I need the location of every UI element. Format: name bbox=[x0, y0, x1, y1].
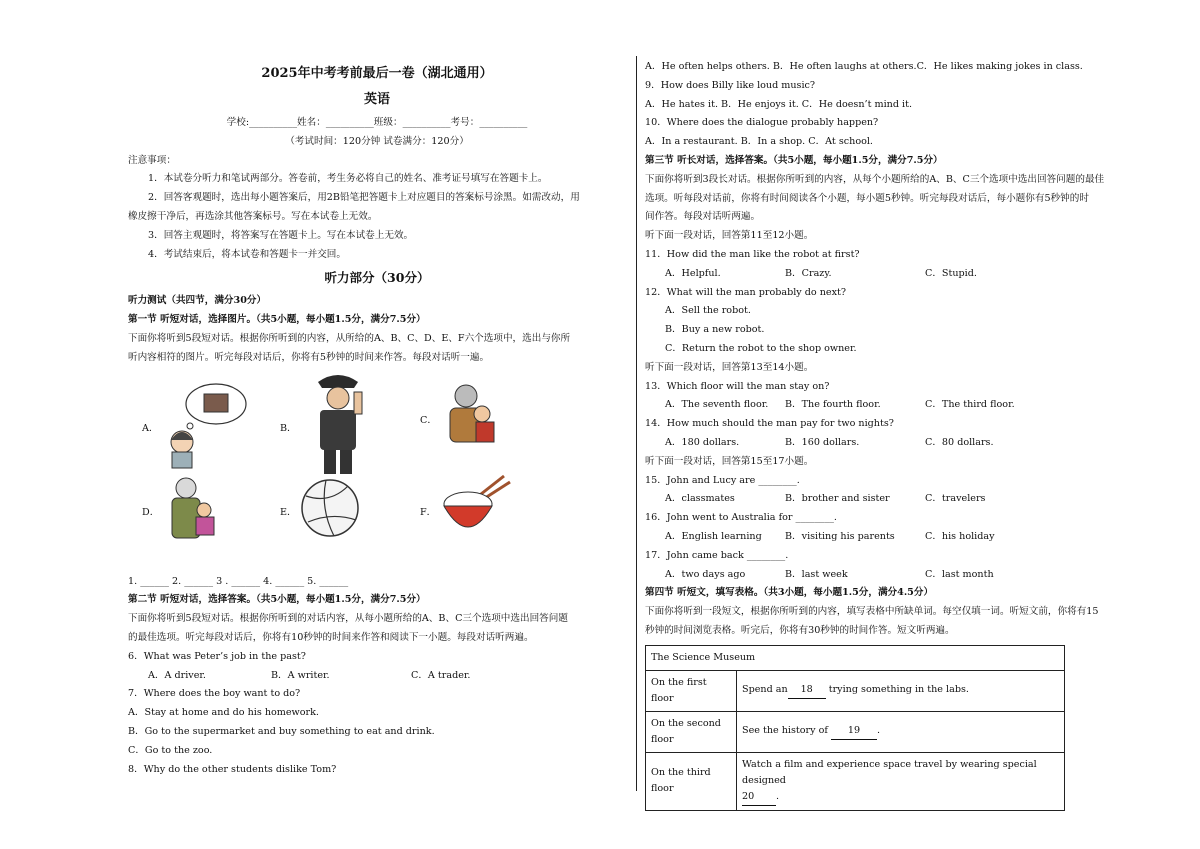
column-divider bbox=[636, 56, 637, 791]
picture-label: F． bbox=[420, 506, 437, 518]
notice-item: 2．回答客观题时，选出每小题答案后，用2B铅笔把答题卡上对应题目的答案标号涂黑。如需改动，用 bbox=[148, 192, 580, 204]
option: C．80 dollars. bbox=[925, 436, 994, 448]
question-17: 17．John came back ________. bbox=[645, 549, 789, 561]
question-12: 12．What will the man probably do next? bbox=[645, 286, 847, 298]
question-9-options: A．He hates it. B．He enjoys it. C．He doesn’t mind it. bbox=[645, 98, 912, 110]
option: B．Buy a new robot. bbox=[665, 324, 765, 336]
question-16-options bbox=[645, 528, 1145, 547]
answer-blank-18[interactable]: 18 bbox=[788, 682, 826, 699]
right-column bbox=[645, 58, 1145, 811]
option: C．last month bbox=[925, 568, 994, 580]
picture-label: E． bbox=[280, 506, 297, 518]
option: C．A trader. bbox=[411, 669, 471, 681]
floor-cell: On the first floor bbox=[646, 670, 737, 711]
table-row bbox=[646, 711, 1065, 752]
notice-heading: 注意事项： bbox=[128, 154, 176, 166]
exam-time-line: （考试时间：120分钟 试卷满分：120分） bbox=[285, 135, 469, 147]
option: C．The third floor. bbox=[925, 399, 1015, 411]
question-14-options bbox=[645, 434, 1145, 453]
question-7: 7．Where does the boy want to do? bbox=[128, 688, 301, 700]
notice-item: 3．回答主观题时，将答案写在答题卡上。写在本试卷上无效。 bbox=[148, 229, 414, 241]
content-cell bbox=[737, 670, 1065, 711]
content-pre: Watch a film and experience space travel by wearing special designed bbox=[742, 758, 1037, 786]
question-11: 11．How did the man like the robot at first? bbox=[645, 248, 860, 260]
part2-heading: 第二节 听短对话，选择答案。（共5小题，每小题1.5分，满分7.5分） bbox=[128, 594, 426, 606]
question-11-options bbox=[645, 265, 1145, 284]
content-post: trying something in the labs. bbox=[828, 684, 969, 696]
table-row bbox=[646, 752, 1065, 810]
police-officer-icon bbox=[298, 368, 378, 478]
table-title: The Science Museum bbox=[646, 645, 1065, 670]
part3-heading: 第三节 听长对话，选择答案。（共5小题，每小题1.5分，满分7.5分） bbox=[645, 154, 943, 166]
picture-option-e bbox=[266, 474, 396, 569]
part3-desc: 间作答。每段对话听两遍。 bbox=[645, 211, 761, 223]
option: C．travelers bbox=[925, 493, 986, 505]
question-10: 10．Where does the dialogue probably happen? bbox=[645, 117, 879, 129]
option: A．two days ago bbox=[665, 568, 746, 580]
option: B．Go to the supermarket and buy something to eat and drink. bbox=[128, 725, 435, 737]
picture-option-c bbox=[406, 378, 536, 473]
notice-item: 4．考试结束后，将本试卷和答题卡一并交回。 bbox=[148, 248, 346, 260]
dialogue-intro: 听下面一段对话，回答第15至17小题。 bbox=[645, 455, 814, 467]
content-pre: Spend an bbox=[742, 684, 788, 696]
option: C．Return the robot to the shop owner. bbox=[665, 342, 857, 354]
question-13-options bbox=[645, 396, 1145, 415]
option: A．Stay at home and do his homework. bbox=[128, 707, 319, 719]
question-16: 16．John went to Australia for ________. bbox=[645, 512, 837, 524]
option: A．A driver. bbox=[148, 669, 206, 681]
picture-option-f bbox=[406, 474, 536, 569]
part1-desc: 下面你将听到5段短对话。根据你所听到的内容，从所给的A、B、C、D、E、F六个选项中，选出与你所 bbox=[128, 332, 571, 344]
part4-heading: 第四节 听短文，填写表格。（共3小题，每小题1.5分，满分4.5分） bbox=[645, 587, 934, 599]
floor-cell: On the second floor bbox=[646, 711, 737, 752]
option: A．The seventh floor. bbox=[665, 399, 769, 411]
part4-desc: 下面你将听到一段短文，根据你所听到的内容，填写表格中所缺单词。每空仅填一词。听短文前，你将有15 bbox=[645, 606, 1099, 618]
question-10-options: A．In a restaurant. B．In a shop. C．At school. bbox=[645, 136, 873, 148]
student-info-line: 学校:__________姓名：__________班级：__________考号：__________ bbox=[226, 117, 528, 128]
dialogue-intro: 听下面一段对话，回答第11至12小题。 bbox=[645, 230, 814, 242]
listening-heading: 听力部分（30分） bbox=[324, 270, 430, 286]
answer-blank-19[interactable]: 19 bbox=[831, 723, 877, 740]
question-14: 14．How much should the man pay for two nights? bbox=[645, 418, 894, 430]
subject-title: 英语 bbox=[363, 92, 390, 107]
question-6-options bbox=[128, 667, 626, 686]
option: B．160 dollars. bbox=[785, 436, 860, 448]
part2-desc: 的最佳选项。听完每段对话后，你将有10秒钟的时间来作答和阅读下一小题。每段对话听两遍。 bbox=[128, 631, 534, 643]
picture-option-b bbox=[266, 368, 396, 463]
floor-cell: On the third floor bbox=[646, 752, 737, 810]
part3-desc: 选项。听每段对话前，你将有时间阅读各个小题，每小题5秒钟。听完每段对话后，每小题你有5秒钟的时 bbox=[645, 192, 1089, 204]
part2-desc: 下面你将听到5段短对话。根据你所听到的对话内容，从每小题所给的A、B、C三个选项中选出回答问题 bbox=[128, 613, 568, 625]
content-cell bbox=[737, 752, 1065, 810]
option: A．English learning bbox=[665, 530, 762, 542]
picture-label: C． bbox=[420, 414, 437, 426]
science-museum-table bbox=[645, 645, 1065, 811]
option: C．Stupid. bbox=[925, 267, 977, 279]
volleyball-icon bbox=[298, 474, 368, 544]
part1-heading: 第一节 听短对话，选择图片。（共5小题，每小题1.5分，满分7.5分） bbox=[128, 314, 426, 326]
question-15-options bbox=[645, 490, 1145, 509]
option: B．last week bbox=[785, 568, 848, 580]
picture-option-d bbox=[128, 474, 258, 569]
question-6: 6．What was Peter’s job in the past? bbox=[128, 650, 306, 662]
option: C．his holiday bbox=[925, 530, 995, 542]
option: A．classmates bbox=[665, 493, 735, 505]
content-pre: See the history of bbox=[742, 725, 828, 737]
option: A．Sell the robot. bbox=[665, 305, 751, 317]
question-9: 9．How does Billy like loud music? bbox=[645, 79, 816, 91]
notice-item: 橡皮擦干净后，再选涂其他答案标号。写在本试卷上无效。 bbox=[128, 210, 378, 222]
exam-title: 2025年中考考前最后一卷（湖北通用） bbox=[261, 66, 493, 81]
part3-desc: 下面你将听到3段长对话。根据你所听到的内容，从每个小题所给的A、B、C三个选项中选出回答问题的最佳 bbox=[645, 173, 1105, 185]
rice-bowl-icon bbox=[438, 474, 518, 544]
question-15: 15．John and Lucy are ________. bbox=[645, 474, 800, 486]
dialogue-intro: 听下面一段对话，回答第13至14小题。 bbox=[645, 361, 814, 373]
left-column bbox=[128, 58, 626, 779]
notice-item: 1．本试卷分听力和笔试两部分。答卷前，考生务必将自己的姓名、准考证号填写在答题卡上。 bbox=[148, 173, 548, 185]
girl-thinking-icon bbox=[160, 380, 250, 475]
picture-option-a bbox=[128, 380, 258, 475]
option: B．The fourth floor. bbox=[785, 399, 881, 411]
answer-blank-20[interactable]: 20 bbox=[742, 789, 776, 806]
option: A．Helpful. bbox=[665, 267, 721, 279]
table-row bbox=[646, 670, 1065, 711]
picture-label: A． bbox=[142, 422, 159, 434]
listening-subheading: 听力测试（共四节，满分30分） bbox=[128, 295, 267, 307]
picture-label: B． bbox=[280, 422, 297, 434]
grandma-hug-icon bbox=[438, 378, 508, 453]
option: B．brother and sister bbox=[785, 493, 890, 505]
option: B．Crazy. bbox=[785, 267, 832, 279]
content-post: . bbox=[877, 725, 881, 737]
content-post: . bbox=[776, 790, 780, 802]
question-13: 13．Which floor will the man stay on? bbox=[645, 380, 830, 392]
part1-desc: 听内容相符的图片。听完每段对话后，你将有5秒钟的时间来作答。每段对话听一遍。 bbox=[128, 351, 490, 363]
question-17-options bbox=[645, 566, 1145, 585]
part1-answer-line: 1. ______ 2. ______ 3 . ______ 4. ______ 5. ______ bbox=[128, 575, 349, 587]
option: B．A writer. bbox=[271, 669, 330, 681]
part4-desc: 秒钟的时间浏览表格。听完后，你将有30秒钟的时间作答。短文听两遍。 bbox=[645, 624, 955, 636]
option: A．180 dollars. bbox=[665, 436, 740, 448]
option: B．visiting his parents bbox=[785, 530, 895, 542]
picture-label: D． bbox=[142, 506, 160, 518]
option: C．Go to the zoo. bbox=[128, 744, 213, 756]
question-8-options: A．He often helps others. B．He often laughs at others.C．He likes making jokes in class. bbox=[645, 61, 1083, 72]
content-cell bbox=[737, 711, 1065, 752]
question-8: 8．Why do the other students dislike Tom? bbox=[128, 763, 337, 775]
grandma-child-icon bbox=[160, 474, 230, 549]
picture-options bbox=[128, 368, 626, 573]
